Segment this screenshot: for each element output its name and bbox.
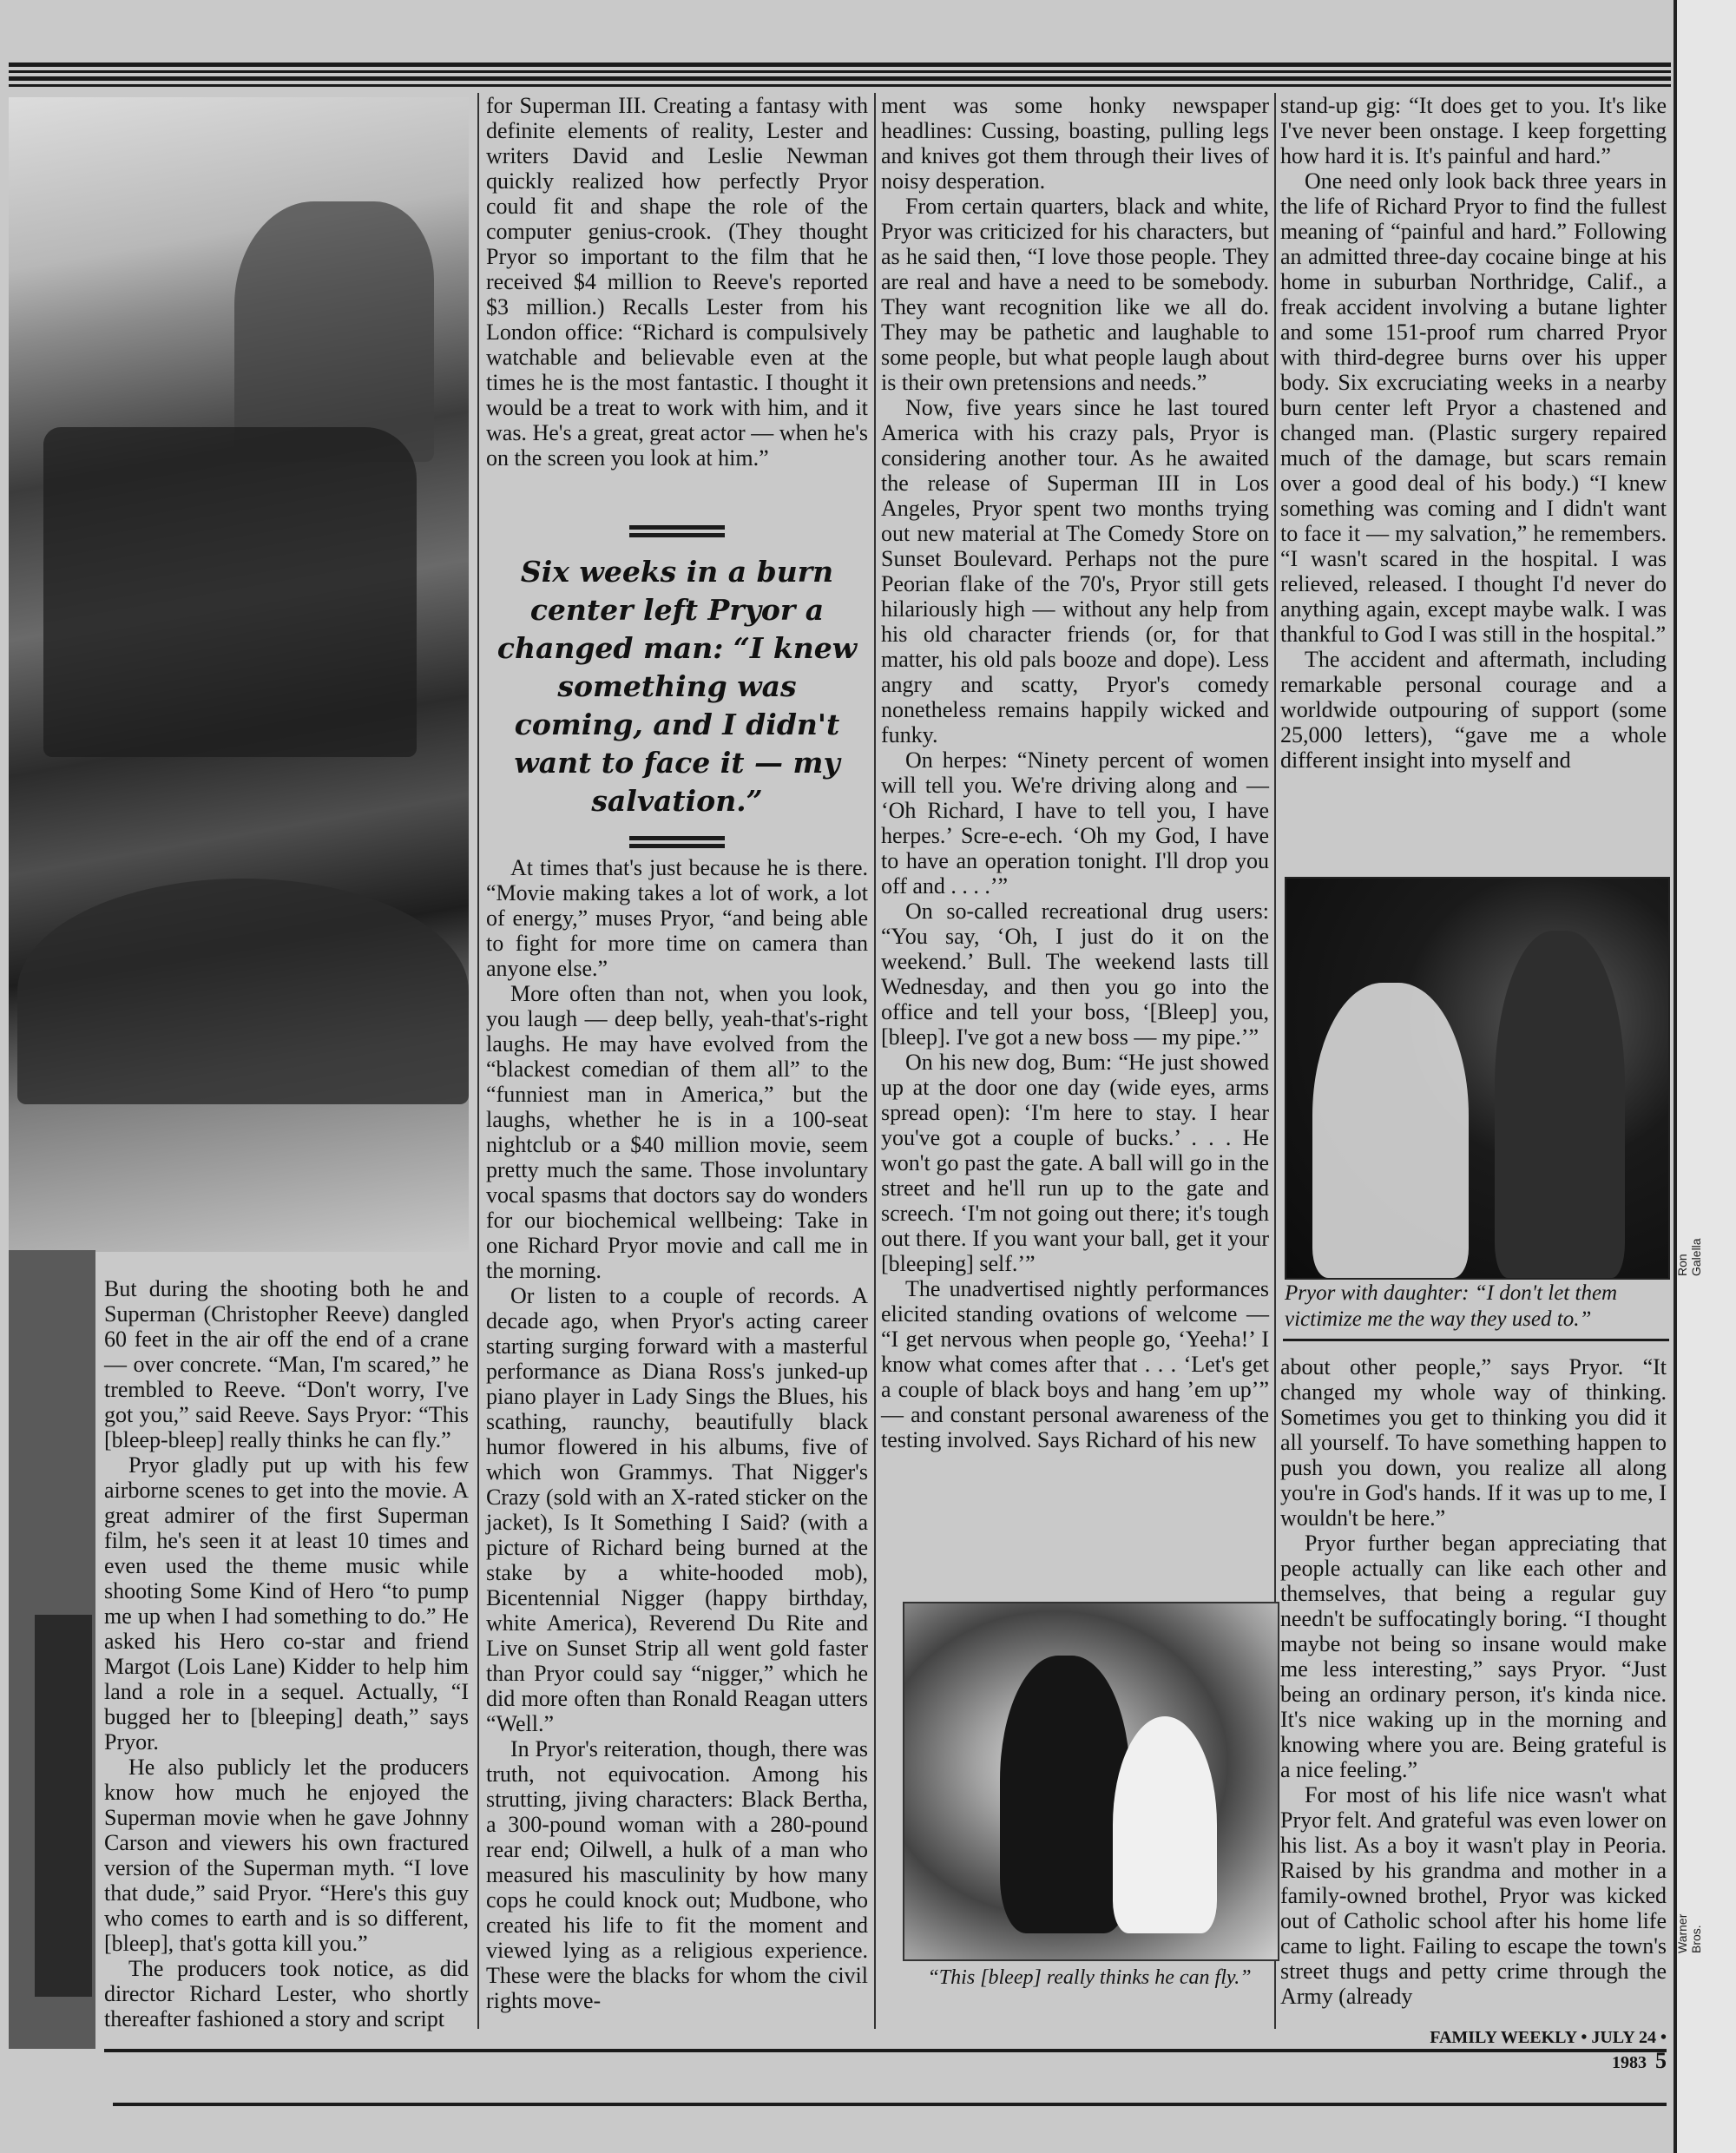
paragraph: At times that's just because he is there. “Movie making takes a lot of work, a lot of energy,” muses Pryor, “and being able to fight for more time on camera than anyone else.” (486, 855, 868, 981)
paragraph: Pryor further began appreciating that people actually can like each other and themselves, that being a regular guy needn't be suffocatingly boring. “I thought maybe not being so insane would make me less interesting,” says Pryor. “Just being an ordinary person, it's kinda nice. It's nice waking up in the morning and knowing where you are. Being grateful is a nice feeling.” (1280, 1531, 1667, 1782)
photo-credit: Warner Bros. (1675, 1913, 1703, 1953)
paragraph: for Superman III. Creating a fantasy with definite elements of reality, Lester and writers David and Leslie Newman quickly realized how perfectly Pryor could fit and shape the role of the computer genius-crook. (They thought Pryor so important to the film that he received $4 million to Reeve's reported $3 million.) Recalls Lester from his London office: “Richard is compulsively watchable and believable even at the times he is the most fantastic. I thought it would be a treat to work with him, and it was. He's a great, great actor — when he's on the screen you look at him.” (486, 93, 868, 471)
photo-caption-superman: “This [bleep] really thinks he can fly.” (927, 1966, 1252, 1989)
paragraph: He also publicly let the producers know how much he enjoyed the Superman movie when he gave Johnny Carson and viewers his own fractured version of the Superman myth. “I love that dude,” said Pryor. “Here's this guy who comes to earth and is so different, [bleep], that's gotta kill you.” (104, 1755, 469, 1956)
article-column-2 (486, 93, 868, 471)
paragraph: The unadvertised nightly performances elicited standing ovations of welcome — “I get nervous when people go, ‘Yeeha!’ I know what comes after that . . . ‘Let's get a couple of black boys and hang ’em up’” — and constant personal awareness of the testing involved. Says Richard of his new (881, 1276, 1269, 1452)
paragraph: Now, five years since he last toured America with his crazy pals, Pryor is considering another tour. As he awaited the release of Superman III in Los Angeles, Pryor spent two months trying out new material at The Comedy Store on Sunset Boulevard. Perhaps not the pure Peorian flake of the 70's, Pryor still gets hilariously high — without any help from his old character friends (or, for that matter, his old pals booze and dope). Less angry and scatty, Pryor's comedy nonetheless remains happily wicked and funky. (881, 395, 1269, 747)
paragraph: The accident and aftermath, including remarkable personal courage and a worldwide outpouring of support (some 25,000 letters), “gave me a whole different insight into myself and (1280, 647, 1667, 773)
paragraph: On so-called recreational drug users: “You say, ‘Oh, I just do it on the weekend.’ Bull. The weekend lasts till Wednesday, and then you go into the office and tell your boss, ‘[Bleep] you, [bleep]. I've got a new boss — my pipe.’” (881, 899, 1269, 1050)
paragraph: For most of his life nice wasn't what Pryor felt. And grateful was even lower on his list. As a boy it wasn't play in Peoria. Raised by his grandma and mother in a family-owned brothel, Pryor was kicked out of Catholic school after his home life came to light. Failing to escape the town's street thugs and petty crime through the Army (already (1280, 1782, 1667, 2009)
paragraph: about other people,” says Pryor. “It changed my whole way of thinking. Sometimes you get to thinking you did it all yourself. To have something happen to push you down, you realize all along you're in God's hands. If it was up to me, I wouldn't be here.” (1280, 1354, 1667, 1531)
pull-quote-rule (629, 525, 725, 537)
page-footer (1371, 2028, 1667, 2074)
photo-pryor-daughter (1285, 877, 1670, 1280)
pull-quote-rule (629, 836, 725, 848)
article-column-4-continued (1280, 1354, 1667, 2009)
photo-house-scene (9, 97, 469, 1252)
caption-rule (1283, 1339, 1669, 1341)
photo-strip-dark (35, 1615, 92, 1997)
page-edge (1674, 0, 1736, 2153)
article-column-2-continued (486, 855, 868, 2013)
photo-caption-daughter: Pryor with daughter: “I don't let them victimize me the way they used to.” (1285, 1281, 1618, 1331)
paragraph: The producers took notice, as did director Richard Lester, who shortly thereafter fashioned a story and script (104, 1956, 469, 2031)
paragraph: On his new dog, Bum: “He just showed up at the door one day (wide eyes, arms spread open): ‘I'm here to stay. I hear you've got a couple of bucks.’ . . . He won't go past the gate. A ball will go in the street and he'll run up to the gate and screech. ‘I'm not going out there; it's tough out there. If you want your ball, get it your [bleeping] self.’” (881, 1050, 1269, 1276)
article-column-1 (104, 1276, 469, 2031)
paragraph: ment was some honky newspaper headlines: Cussing, boasting, pulling legs and knives got them through their lives of noisy desperation. (881, 93, 1269, 194)
article-column-4 (1280, 93, 1667, 773)
paragraph: Or listen to a couple of records. A decade ago, when Pryor's acting career starting surging forward with a masterful performance as Diana Ross's junked-up piano player in Lady Sings the Blues, his scathing, raunchy, beautifully black humor flowered in his albums, five of which won Grammys. That Nigger's Crazy (sold with an X-rated sticker on the jacket), Is It Something I Said? (with a picture of Richard being burned at the stake by a white-hooded mob), Bicentennial Nigger (happy birthday, white America), Reverend Du Rite and Live on Sunset Strip all went gold faster than Pryor could say “nigger,” which he did more often than Ronald Reagan utters “Well.” (486, 1283, 868, 1736)
column-rule (477, 93, 479, 2029)
paragraph: More often than not, when you look, you laugh — deep belly, yeah-that's-right laughs. He may have evolved from the “blackest comedian of them all” to the “funniest man in America,” but the laughs, whether he is in a 100-seat nightclub or a $40 million movie, seem pretty much the same. Those involuntary vocal spasms that doctors say do wonders for our biochemical wellbeing: Take in one Richard Pryor movie and call me in the morning. (486, 981, 868, 1283)
paragraph: From certain quarters, black and white, Pryor was criticized for his characters, but as he said then, “I love those people. They are real and have a need to be somebody. They want recognition like we all do. They may be pathetic and laughable to some people, but what people laugh about is their own pretensions and needs.” (881, 194, 1269, 395)
article-column-3 (881, 93, 1269, 1452)
paragraph: Pryor gladly put up with his few airborne scenes to get into the movie. A great admirer of the first Superman film, he's seen it at least 10 times and even used the theme music while shooting Some Kind of Hero “to pump me up when I had something to do.” He asked his Hero co-star and friend Margot (Lois Lane) Kidder to help him land a role in a sequel. Actually, “I bugged her to [bleeping] death,” says Pryor. (104, 1452, 469, 1755)
bottom-rule (113, 2103, 1667, 2106)
paragraph: stand-up gig: “It does get to you. It's like I've never been onstage. I keep forgetting how hard it is. It's painful and hard.” (1280, 93, 1667, 168)
photo-superman-pryor (903, 1602, 1279, 1961)
column-rule (874, 93, 876, 2029)
header-rules (9, 63, 1671, 95)
pull-quote (490, 525, 864, 852)
pull-quote-text: Six weeks in a burn center left Pryor a changed man: “I knew something was coming, and I didn't want to face it — my salvation.” (496, 555, 858, 818)
page-number: 5 (1655, 2048, 1667, 2073)
paragraph: In Pryor's reiteration, though, there was truth, not equivocation. Among his strutting, jiving characters: Black Bertha, a 300-pound woman with a 280-pound rear end; Oilwell, a hulk of a man who measured his masculinity by how many cops he could knock out; Mudbone, who created his life to fit the moment and viewed lying as a religious experience. These were the blacks for whom the civil rights move- (486, 1736, 868, 2013)
paragraph: On herpes: “Ninety percent of women will tell you. We're driving along and — ‘Oh Richard, I have to tell you, I have herpes.’ Scre-e-ech. ‘Oh my God, I have to have an operation tonight. I'll drop you off and . . . .’” (881, 747, 1269, 899)
photo-credit: Ron Galella (1675, 1238, 1703, 1276)
publication-line: FAMILY WEEKLY • JULY 24 • 1983 (1430, 2028, 1667, 2072)
paragraph: One need only look back three years in the life of Richard Pryor to find the fullest meaning of “painful and hard.” Following an admitted three-day cocaine binge at his home in suburban Northridge, Calif., a freak accident involving a butane lighter and some 151-proof rum charred Pryor with third-degree burns over his upper body. Six excruciating weeks in a nearby burn center left Pryor a chastened and changed man. (Plastic surgery repaired much of the damage, but scars remain over a good deal of his body.) “I knew something was coming and I didn't want to face it — my salvation,” he remembers. “I wasn't scared in the hospital. I was relieved, released. I thought I'd never do anything again, except maybe walk. I was thankful to God I was still in the hospital.” (1280, 168, 1667, 647)
paragraph: But during the shooting both he and Superman (Christopher Reeve) dangled 60 feet in the air off the end of a crane — over concrete. “Man, I'm scared,” he trembled to Reeve. “Don't worry, I've got you,” said Reeve. Says Pryor: “This [bleep-bleep] really thinks he can fly.” (104, 1276, 469, 1452)
